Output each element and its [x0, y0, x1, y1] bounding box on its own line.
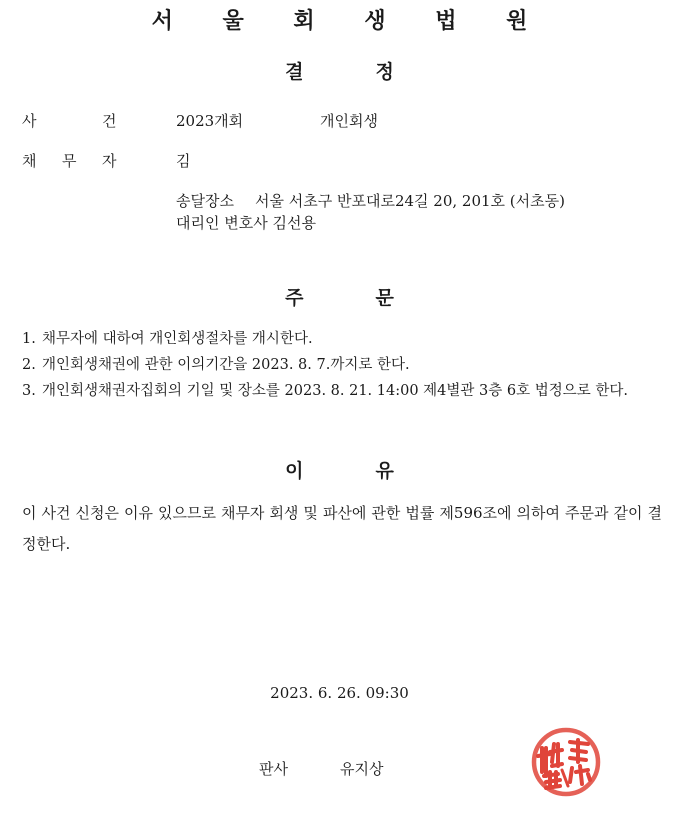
- order-item-number: 2.: [22, 357, 36, 373]
- order-item-number: 3.: [22, 383, 36, 399]
- order-item-number: 1.: [22, 331, 36, 347]
- court-seal-icon: [528, 722, 604, 802]
- order-item: [22, 326, 662, 352]
- reason-text: 이 사건 신청은 이유 있으므로 채무자 회생 및 파산에 관한 법률 제596조에 의하여 주문과 같이 결정한다.: [22, 504, 662, 553]
- reason-heading-right: 유: [375, 460, 394, 482]
- judge-title: 판사: [259, 760, 288, 778]
- court-name: 서 울 회 생 법 원: [151, 9, 549, 34]
- reason-heading-left: 이: [285, 460, 304, 482]
- debtor-label-char-1: 채: [22, 152, 37, 170]
- order-item-text: 개인회생채권에 관한 이의기간을 2023. 8. 7.까지로 한다.: [42, 357, 410, 373]
- reason-heading: [0, 456, 679, 483]
- debtor-label-char-2: 무: [62, 152, 77, 170]
- order-item: [22, 352, 662, 378]
- title-char-left: 결: [285, 61, 304, 83]
- service-address: 서울 서초구 반포대로24길 20, 201호 (서초동): [255, 192, 565, 210]
- order-heading-left: 주: [285, 287, 304, 309]
- document-title: [0, 57, 679, 84]
- decision-date: 2023. 6. 26. 09:30: [270, 684, 409, 702]
- case-label-char-2: 건: [102, 112, 117, 130]
- title-char-right: 정: [375, 61, 394, 83]
- order-item-text: 개인회생채권자집회의 기일 및 장소를 2023. 8. 21. 14:00 제4별관 3층 6호 법정으로 한다.: [42, 383, 628, 399]
- debtor-name: 김: [176, 152, 191, 170]
- attorney: 대리인 변호사 김선용: [176, 214, 316, 232]
- case-label-char-1: 사: [22, 112, 37, 130]
- order-heading-right: 문: [375, 287, 394, 309]
- case-type: 개인회생: [320, 112, 378, 130]
- case-number: 2023개회: [176, 112, 244, 130]
- order-item-text: 채무자에 대하여 개인회생절차를 개시한다.: [42, 331, 313, 347]
- order-item: [22, 378, 662, 404]
- service-address-label: 송달장소: [176, 192, 234, 210]
- judge-name: 유지상: [340, 760, 384, 778]
- order-heading: [0, 283, 679, 310]
- debtor-label-char-3: 자: [102, 152, 117, 170]
